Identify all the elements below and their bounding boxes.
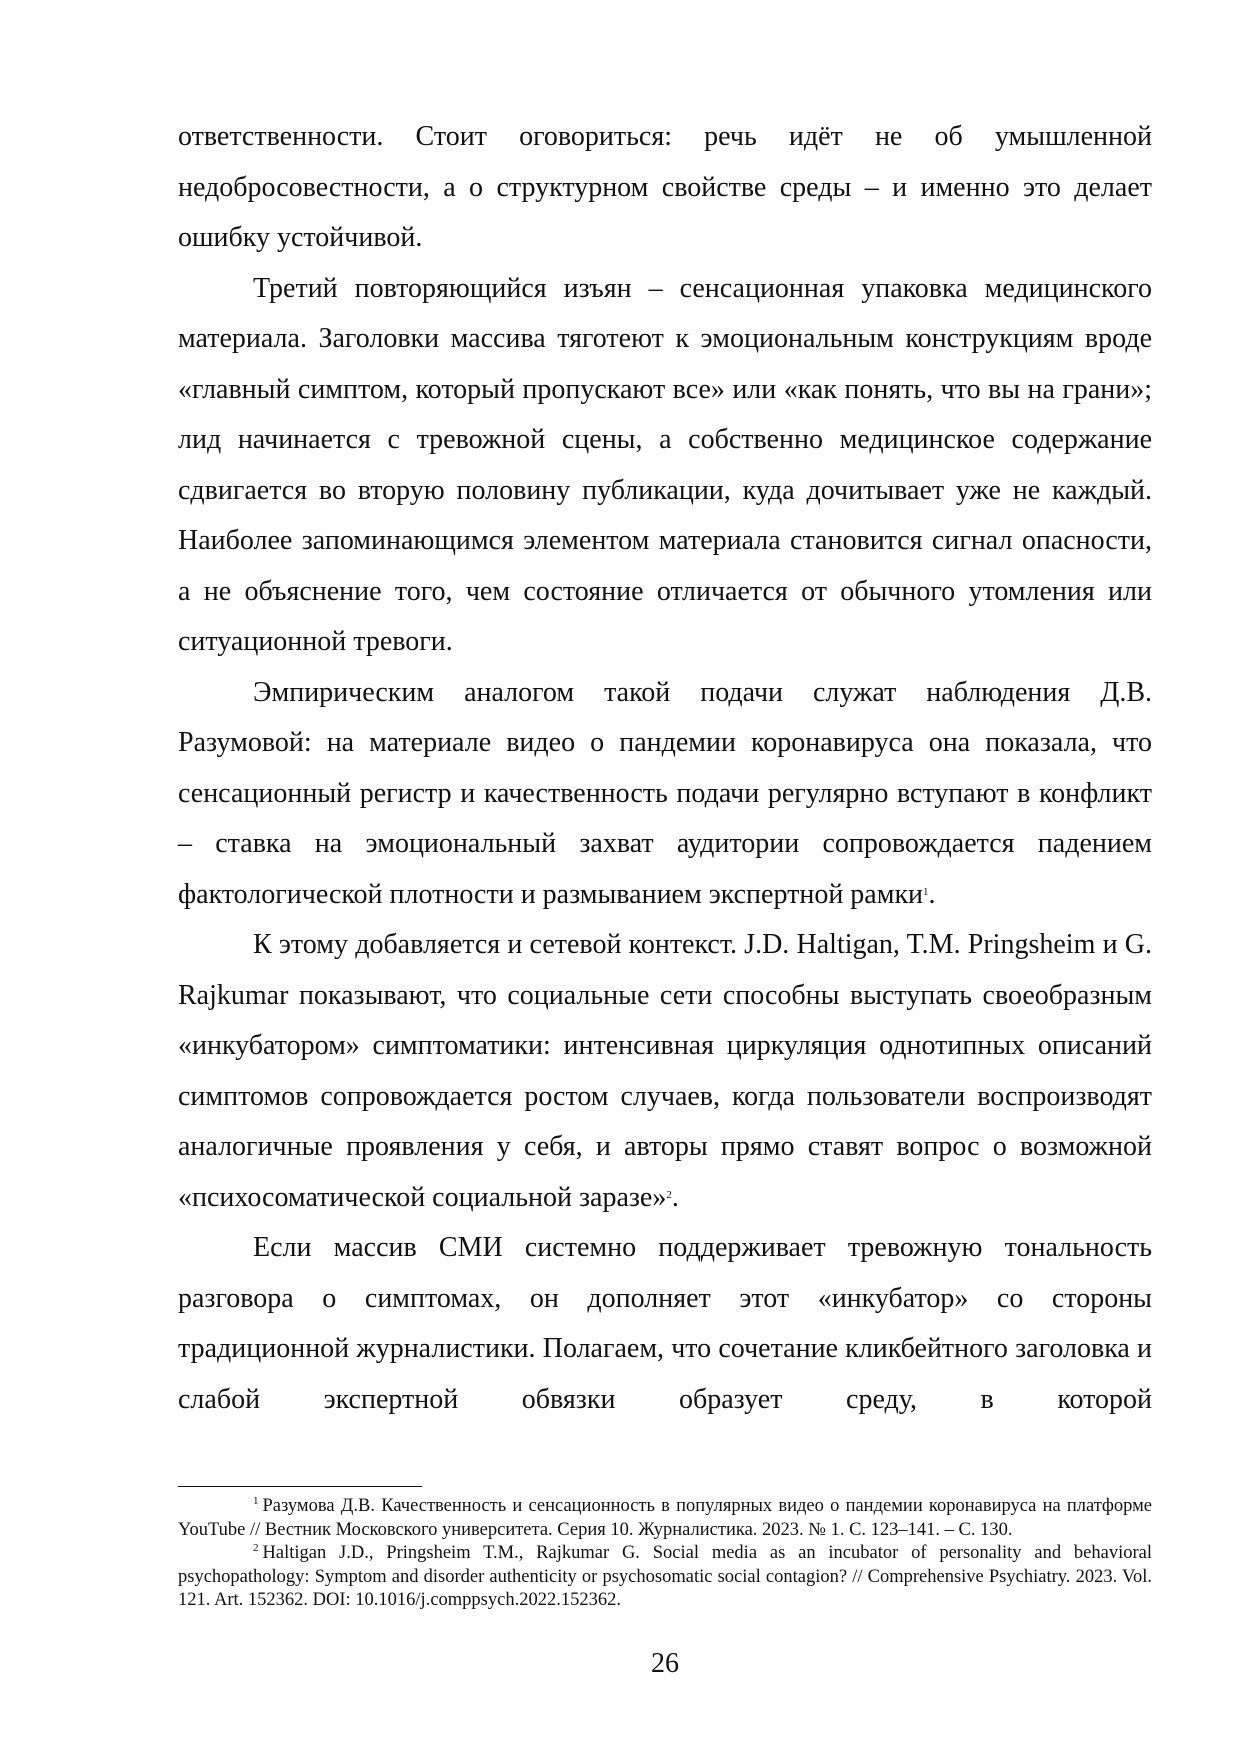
page-number: 26 — [651, 1648, 679, 1679]
paragraph-2 — [178, 264, 1152, 668]
footnote-2-number: 2 — [253, 1542, 259, 1554]
paragraph-1 — [178, 112, 1152, 264]
paragraph-5 — [178, 1223, 1152, 1425]
paragraph-1-text: ответственности. Стоит оговориться: речь идёт не об умышленной недобросовестности, а о структурном свойстве среды – и именно это делает ошибку устойчивой. — [178, 121, 1152, 253]
footnote-1-text: Разумова Д.В. Качественность и сенсационность в популярных видео о пандемии коронавируса на платформе YouTube // Вестник Московского университета. Серия 10. Журналистика. 2023. № 1. С. 123–141. – С. 130. — [178, 1496, 1152, 1540]
paragraph-3-period: . — [928, 878, 936, 910]
paragraph-3-text: Эмпирическим аналогом такой подачи служат наблюдения Д.В. Разумовой: на материале видео о пандемии коронавируса она показала, что сенсационный регистр и качественность подачи регулярно вступают в конфликт – ставка на эмоциональный захват аудитории сопровождается падением фактологической плотности и размыванием экспертной рамки — [178, 676, 1152, 910]
footnote-divider — [178, 1486, 422, 1487]
footnote-1-number: 1 — [253, 1495, 259, 1507]
paragraph-4-text: К этому добавляется и сетевой контекст. J.D. Haltigan, T.M. Pringsheim и G. Rajkumar показывают, что социальные сети способны выступать своеобразным «инкубатором» симптоматики: интенсивная циркуляция однотипных описаний симптомов сопровождается ростом случаев, когда пользователи воспроизводят аналогичные проявления у себя, и авторы прямо ставят вопрос о возможной «психосоматической социальной заразе» — [178, 929, 1152, 1213]
main-text — [178, 112, 1152, 1425]
footnotes — [178, 1495, 1152, 1613]
footnote-1 — [178, 1495, 1152, 1542]
footnote-ref-1[interactable]: 1 — [923, 885, 929, 898]
paragraph-4-period: . — [671, 1181, 679, 1213]
paragraph-4 — [178, 920, 1152, 1223]
footnote-2 — [178, 1542, 1152, 1613]
footnote-ref-2[interactable]: 2 — [666, 1188, 672, 1201]
paragraph-5-text: Если массив СМИ системно поддерживает тревожную тональность разговора о симптомах, он дополняет этот «инкубатор» со стороны традиционной журналистики. Полагаем, что сочетание кликбейтного заголовка и слабой экспертной обвязки образует среду, в которой — [178, 1232, 1152, 1415]
footnote-2-text: Haltigan J.D., Pringsheim T.M., Rajkumar G. Social media as an incubator of personality and behavioral psychopathology: Symptom and disorder authenticity or psychosomatic social contagion? // Comprehensive Psychiatry. 2023. Vol. 121. Art. 152362. DOI: 10.1016/j.comppsych.2022.152362. — [178, 1543, 1152, 1610]
paragraph-3 — [178, 668, 1152, 921]
paragraph-2-text: Третий повторяющийся изъян – сенсационная упаковка медицинского материала. Заголовки массива тяготеют к эмоциональным конструкциям вроде «главный симптом, который пропускают все» или «как понять, что вы на грани»; лид начинается с тревожной сцены, а собственно медицинское содержание сдвигается во вторую половину публикации, куда дочитывает уже не каждый. Наиболее запоминающимся элементом материала становится сигнал опасности, а не объяснение того, чем состояние отличается от обычного утомления или ситуационной тревоги. — [178, 272, 1152, 657]
